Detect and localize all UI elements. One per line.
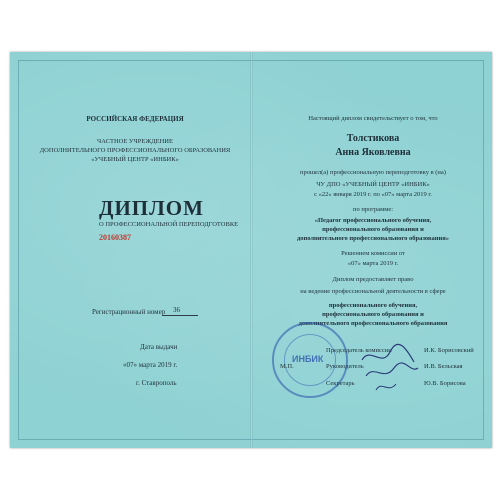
program-line-1: «Педагог профессионального обучения, [314, 217, 432, 224]
page-fold [250, 52, 253, 448]
chair-name: И.К. Борисовский [424, 347, 474, 354]
seal-logo: ИНБИК [292, 354, 324, 364]
document-title: ДИПЛОМ [99, 196, 204, 220]
sphere-line-1: профессионального обучения, [328, 302, 418, 309]
reg-number-line [162, 315, 198, 316]
recipient-name: Анна Яковлевна [335, 147, 411, 158]
head-signature [366, 363, 418, 376]
study-period: с «22» января 2019 г. по «07» марта 2019 г. [314, 191, 432, 198]
head-label: Руководитель [326, 363, 364, 370]
program-label: по программе: [352, 206, 394, 213]
diploma-document [10, 52, 492, 448]
document-subtitle: О ПРОФЕССИОНАЛЬНОЙ ПЕРЕПОДГОТОВКЕ [99, 221, 239, 228]
chair-label: Председатель комиссии [326, 347, 392, 354]
passed-text: прошел(а) профессиональную переподготовку в (на) [300, 169, 446, 176]
sphere-line-2: профессионального образования и [322, 311, 424, 318]
reg-number-label: Регистрационный номер [92, 308, 166, 316]
country-heading: РОССИЙСКАЯ ФЕДЕРАЦИЯ [86, 115, 184, 123]
org-line-3: «УЧЕБНЫЙ ЦЕНТР «ИНБИК» [91, 156, 179, 163]
right-text: Диплом предоставляет право [332, 276, 414, 283]
handwritten-signatures [356, 338, 426, 398]
issue-date-label: Дата выдачи [140, 343, 178, 351]
issue-city: г. Ставрополь [136, 379, 177, 387]
head-name: И.В. Бельская [424, 363, 463, 370]
org-line-2: ДОПОЛНИТЕЛЬНОГО ПРОФЕССИОНАЛЬНОГО ОБРАЗОВАНИЯ [39, 147, 231, 154]
issue-date: «07» марта 2019 г. [123, 361, 178, 369]
stamp-place-label: М.П. [280, 363, 294, 370]
program-line-2: профессионального образования и [322, 226, 424, 233]
decision-date: «07» марта 2019 г. [347, 260, 399, 267]
decision-text: Решением комиссии от [341, 250, 405, 257]
secretary-label: Секретарь [326, 380, 355, 387]
secretary-signature [376, 384, 396, 390]
program-line-3: дополнительного профессионального образования» [296, 235, 450, 242]
chair-signature [362, 344, 414, 362]
recipient-surname: Толстикова [346, 133, 400, 144]
institution-text: ЧУ ДПО «УЧЕБНЫЙ ЦЕНТР «ИНБИК» [316, 181, 430, 188]
reg-number-value: 36 [173, 306, 180, 314]
org-line-1: ЧАСТНОЕ УЧРЕЖДЕНИЕ [97, 138, 173, 145]
activity-text: на ведение профессиональной деятельности в сфере [300, 288, 446, 295]
secretary-name: Ю.В. Борисова [424, 380, 466, 387]
sphere-line-3: дополнительного профессионального образования [298, 320, 448, 327]
diploma-number: 20160387 [99, 233, 131, 242]
intro-text: Настоящий диплом свидетельствует о том, что [308, 115, 438, 122]
